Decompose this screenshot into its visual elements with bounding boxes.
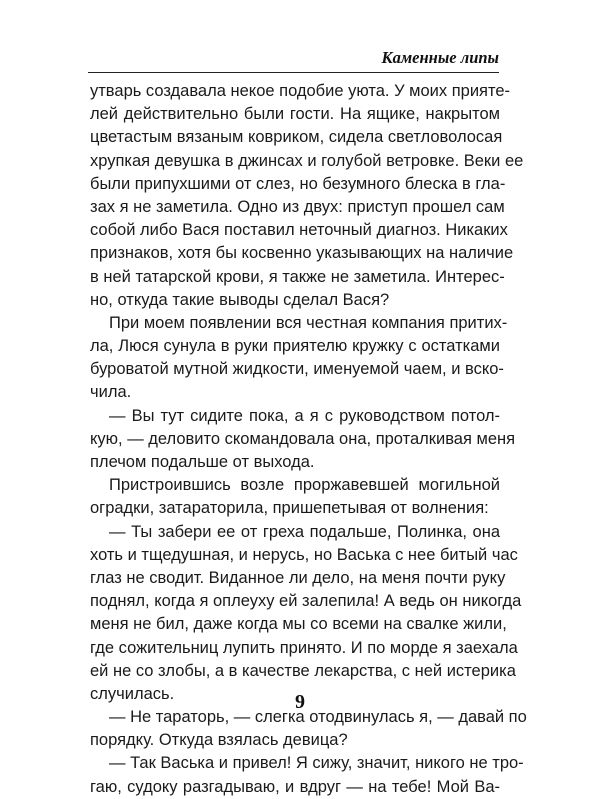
text-line: хоть и тщедушная, и нерусь, но Васька с нее битый час — [90, 545, 518, 564]
page-number: 9 — [295, 691, 305, 713]
text-line: но, откуда такие выводы сделал Вася? — [90, 290, 390, 309]
text-line: При моем появлении вся честная компания притих- — [109, 313, 508, 332]
text-line: — Не тараторь, — слегка отодвинулась я, — давай по — [109, 708, 527, 727]
text-line: меня не бил, даже когда мы со всеми на свалке жили, — [90, 615, 507, 634]
text-line: буроватой мутной жидкости, именуемой чаем, и вско- — [90, 360, 504, 379]
text-line: плечом подальше от выхода. — [90, 453, 315, 471]
text-line: ей не со злобы, а в качестве лекарства, с ней истерика — [90, 661, 516, 680]
running-header — [88, 48, 499, 73]
text-line: в ней татарской крови, я также не заметила. Интерес- — [90, 267, 505, 286]
text-line: хрупкая девушка в джинсах и голубой ветровке. Веки ее — [90, 151, 524, 170]
text-line: зах я не заметила. Одно из двух: приступ прошел сам — [90, 197, 505, 216]
text-line: глаз не сводит. Виданное ли дело, на меня почти руку — [90, 568, 506, 587]
text-line: случилась. — [90, 684, 175, 703]
text-line: поднял, когда я оплеуху ей залепила! А ведь он никогда — [90, 592, 522, 611]
text-line: кую, — деловито скомандовала она, проталкивая меня — [90, 429, 516, 448]
text-line: Пристроившись возле проржавевшей могильной — [109, 476, 500, 495]
text-line: собой либо Вася поставил неточный диагноз. Никаких — [90, 221, 508, 240]
text-line: — Вы тут сидите пока, а я с руководством потол- — [109, 406, 500, 425]
text-line: были припухшими от слез, но безумного блеска в гла- — [90, 174, 506, 193]
text-line: чила. — [90, 383, 132, 402]
text-line: утварь создавала некое подобие уюта. У моих прияте- — [90, 82, 511, 100]
text-line: — Так Васька и привел! Я сижу, значит, никого не тро- — [109, 754, 524, 773]
running-title: Каменные липы — [381, 48, 499, 67]
text-line: гаю, судоку разгадываю, и вдруг — на тебе! Мой Ва- — [90, 777, 500, 796]
text-line: оградки, затараторила, пришепетывая от волнения: — [90, 499, 489, 518]
text-line: цветастым вязаным ковриком, сидела светловолосая — [90, 128, 503, 147]
text-line: где сожительниц лупить принято. И по морде я заехала — [90, 638, 518, 657]
text-line: ла, Люся сунула в руки приятелю кружку с остатками — [90, 337, 500, 356]
text-line: признаков, хотя бы косвенно указывающих на наличие — [90, 244, 514, 263]
text-line: — Ты забери ее от греха подальше, Полинка, она — [109, 522, 500, 541]
text-line: лей действительно были гости. На ящике, накрытом — [90, 105, 500, 124]
text-line: порядку. Откуда взялась девица? — [90, 731, 348, 750]
